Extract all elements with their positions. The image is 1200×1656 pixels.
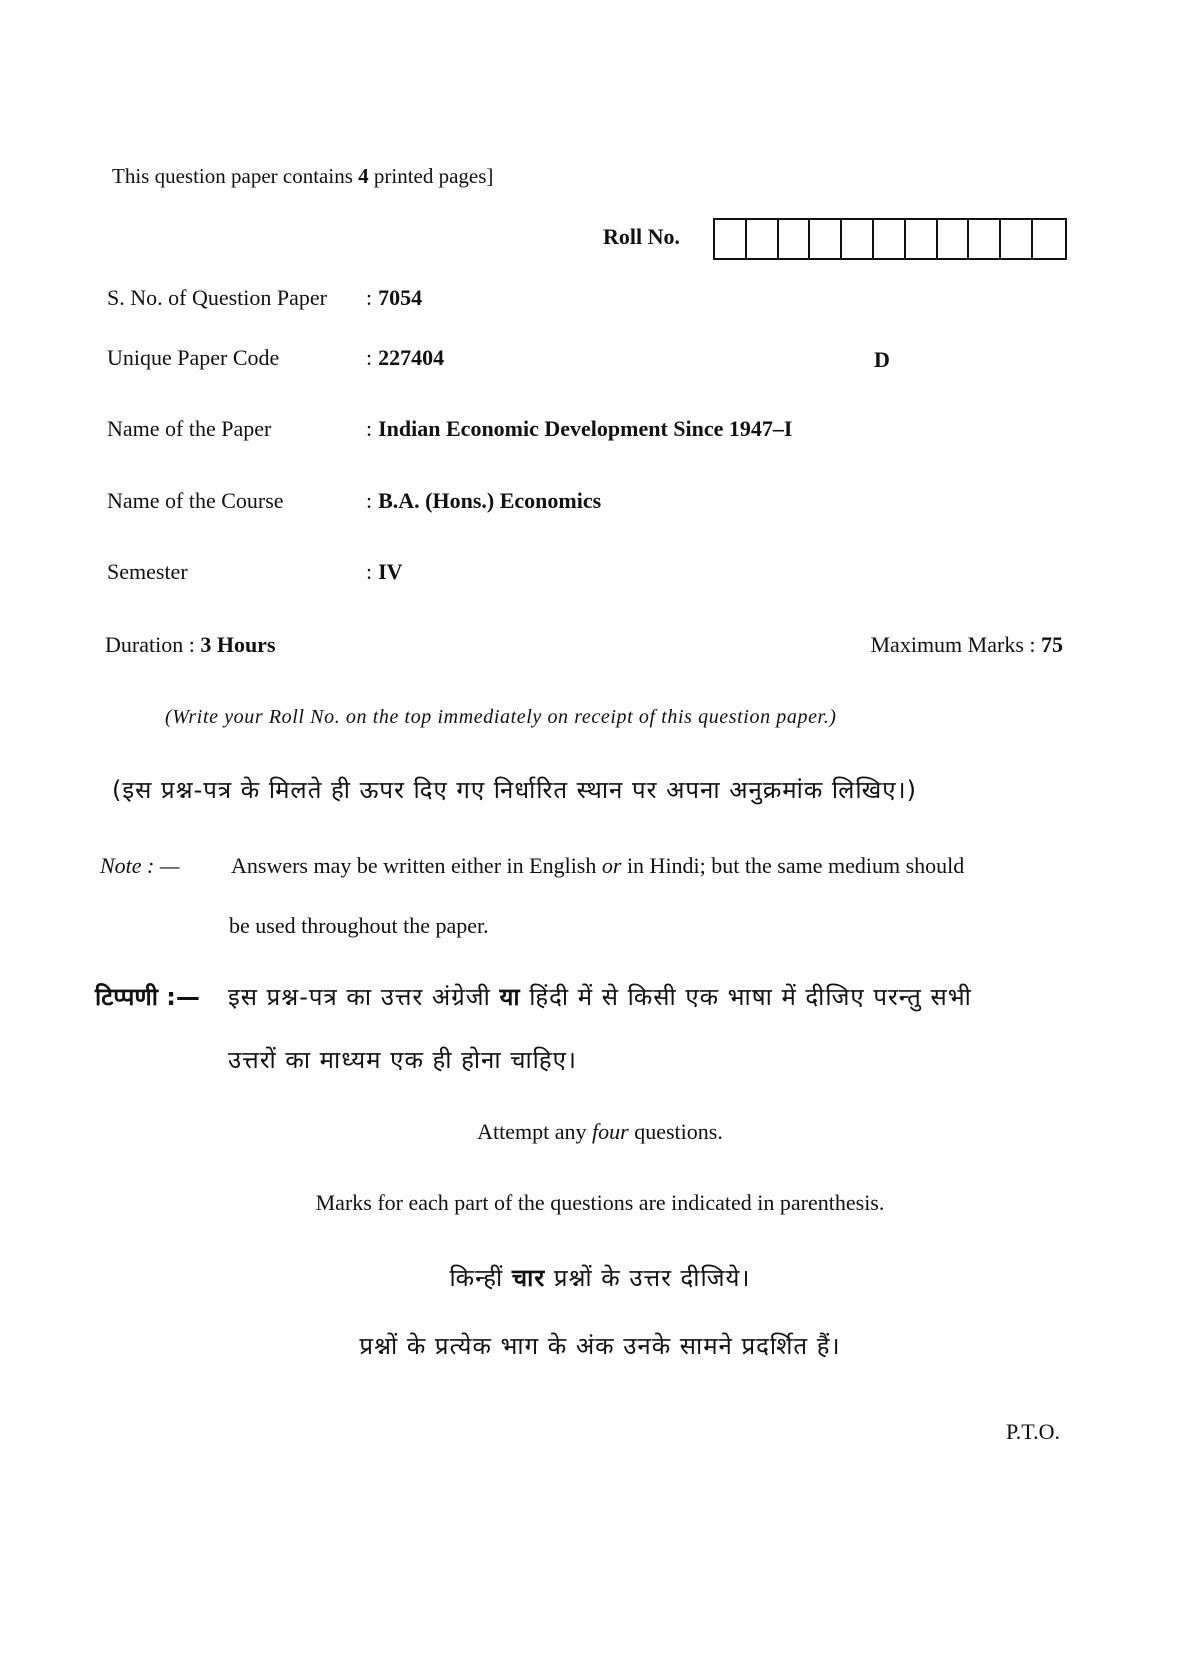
semester-label: Semester	[107, 559, 188, 584]
attempt-instruction	[0, 1119, 1200, 1145]
duration-value: 3 Hours	[200, 632, 276, 657]
duration	[105, 632, 276, 658]
maximum-marks	[871, 632, 1064, 658]
set-letter: D	[874, 347, 890, 372]
paper-name-row	[366, 416, 792, 442]
max-marks-value: 75	[1041, 632, 1063, 657]
hindi-note-line-1-b: हिंदी में से किसी एक भाषा में दीजिए परन्तु सभी	[529, 983, 972, 1011]
paper-code-label: Unique Paper Code	[107, 345, 280, 370]
attempt-four: four	[592, 1119, 629, 1144]
attempt-a: Attempt any	[477, 1119, 587, 1144]
roll-instruction-hindi: (इस प्रश्न-पत्र के मिलते ही ऊपर दिए गए निर्धारित स्थान पर अपना अनुक्रमांक लिखिए।)	[112, 776, 917, 804]
hindi-note-line-2: उत्तरों का माध्यम एक ही होना चाहिए।	[228, 1046, 577, 1074]
semester-value: IV	[378, 559, 403, 584]
marks-indicated: Marks for each part of the questions are indicated in parenthesis.	[315, 1190, 885, 1215]
colon: :	[366, 345, 373, 370]
pto-label: P.T.O.	[1006, 1419, 1060, 1444]
roll-number-box	[1033, 220, 1065, 258]
semester-row	[366, 559, 403, 585]
hindi-note-label: टिप्पणी :—	[95, 983, 200, 1011]
note-line-1	[231, 853, 964, 879]
note-line-1-a: Answers may be written either in English	[231, 853, 597, 878]
roll-number-box	[810, 220, 842, 258]
note-line-1-b: in Hindi; but the same medium should	[626, 853, 965, 878]
roll-number-label: Roll No.	[603, 224, 680, 249]
sno-label: S. No. of Question Paper	[107, 285, 327, 310]
sno-value: 7054	[378, 285, 423, 310]
note-label: Note : —	[100, 853, 180, 878]
hindi-note-line-1-ya: या	[499, 983, 521, 1011]
attempt-b: questions.	[634, 1119, 723, 1144]
hindi-note-line-1-a: इस प्रश्न-पत्र का उत्तर अंग्रेजी	[228, 983, 491, 1011]
sno-value-row	[366, 285, 422, 311]
hindi-attempt-char: चार	[511, 1264, 546, 1292]
note-line-1-or: or	[601, 853, 622, 878]
roll-number-boxes	[713, 218, 1067, 260]
roll-number-box	[969, 220, 1001, 258]
paper-code-row	[366, 345, 444, 371]
paper-name-label: Name of the Paper	[107, 416, 272, 441]
course-name-row	[366, 488, 601, 514]
pages-note-suffix: printed pages]	[373, 164, 494, 188]
note-line-2: be used throughout the paper.	[229, 913, 489, 938]
roll-number-box	[906, 220, 938, 258]
hindi-note-line-1	[228, 980, 972, 1013]
roll-instruction: (Write your Roll No. on the top immediately on receipt of this question paper.)	[165, 706, 837, 728]
pages-note	[112, 164, 493, 189]
paper-name-value: Indian Economic Development Since 1947–I	[378, 416, 793, 441]
roll-number-box	[842, 220, 874, 258]
course-name-value: B.A. (Hons.) Economics	[378, 488, 602, 513]
duration-label: Duration :	[105, 632, 195, 657]
roll-number-box	[938, 220, 970, 258]
pages-note-prefix: This question paper contains	[112, 164, 353, 188]
pages-count: 4	[358, 164, 369, 188]
roll-number-box	[747, 220, 779, 258]
roll-number-box	[874, 220, 906, 258]
colon: :	[366, 488, 373, 513]
roll-number-box	[1001, 220, 1033, 258]
roll-number-box	[779, 220, 811, 258]
paper-code-value: 227404	[378, 345, 445, 370]
course-name-label: Name of the Course	[107, 488, 284, 513]
hindi-marks-indicated: प्रश्नों के प्रत्येक भाग के अंक उनके सामने प्रदर्शित हैं।	[359, 1332, 841, 1360]
roll-number-box	[715, 220, 747, 258]
hindi-attempt-a: किन्हीं	[449, 1264, 504, 1292]
colon: :	[366, 559, 373, 584]
hindi-attempt-b: प्रश्नों के उत्तर दीजिये।	[553, 1264, 751, 1292]
colon: :	[366, 416, 373, 441]
max-marks-label: Maximum Marks :	[870, 632, 1036, 657]
hindi-attempt-instruction	[0, 1261, 1200, 1294]
colon: :	[366, 285, 373, 310]
